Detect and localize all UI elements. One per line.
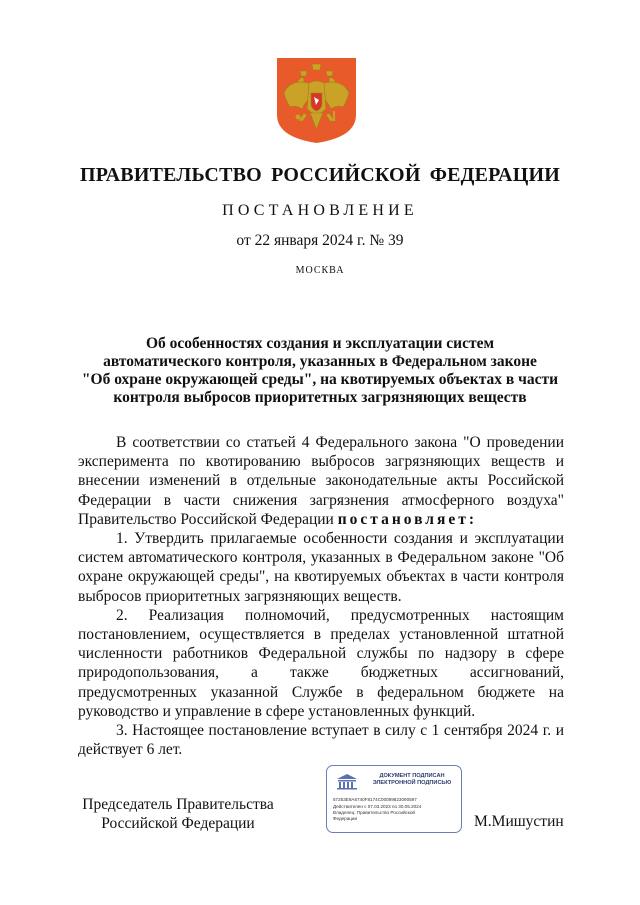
government-title: ПРАВИТЕЛЬСТВО РОССИЙСКОЙ ФЕДЕРАЦИИ (80, 164, 560, 186)
document-type: ПОСТАНОВЛЕНИЕ (222, 202, 418, 219)
signer-position (78, 795, 278, 833)
intro-text: В соответствии со статьей 4 Федерального закона "О проведении эксперимента по квотированию выбросов загрязняющих веществ и внесении изменений в отдельные законодательные акты Российской Федерации в части снижения загрязнения атмосферного воздуха" Правительство Российской Федерации (78, 434, 564, 528)
signer-position-line: Российской Федерации (101, 815, 255, 832)
document-subject (70, 335, 570, 407)
stamp-owner: Владелец: Правительство Российской (333, 810, 415, 815)
decree-word: постановляет: (337, 510, 478, 528)
electronic-signature-stamp (326, 765, 462, 833)
subject-line: контроля выбросов приоритетных загрязняющих веществ (113, 389, 527, 406)
item-paragraph: 3. Настоящее постановление вступает в силу с 1 сентября 2024 г. и действует 6 лет. (78, 722, 564, 759)
stamp-title (363, 773, 461, 787)
subject-line: Об особенностях создания и эксплуатации систем (145, 335, 495, 352)
double-headed-eagle-icon (276, 57, 357, 144)
stamp-title-line: ЭЛЕКТРОННОЙ ПОДПИСЬЮ (372, 780, 452, 786)
subject-line: автоматического контроля, указанных в Федеральном законе (103, 353, 537, 370)
date-and-number: от 22 января 2024 г. № 39 (236, 232, 404, 249)
signer-name: М.Мишустин (474, 813, 564, 830)
signer-position-line: Председатель Правительства (82, 796, 274, 813)
stamp-owner: Федерации (333, 816, 358, 821)
building-icon (335, 772, 359, 790)
stamp-validity: Действителен с 07.03.2023 по 30.05.2024 (333, 804, 422, 809)
item-paragraph: 2. Реализация полномочий, предусмотренных настоящим постановлением, осуществляется в пределах установленной штатной численности работников Федеральной службы по надзору в сфере природопользования, а также бюджетных ассигнований, предусмотренных указанной Службе в федеральном бюджете на руководство и управление в сфере установленных функций. (78, 606, 564, 720)
item-paragraph: 1. Утвердить прилагаемые особенности создания и эксплуатации систем автоматического контроля, указанных в Федеральном законе "Об охране окружающей среды", на квотируемых объектах в части контроля выбросов приоритетных загрязняющих веществ. (78, 530, 564, 605)
city: МОСКВА (295, 265, 345, 276)
coat-of-arms-emblem (276, 57, 357, 144)
stamp-title-line: ДОКУМЕНТ ПОДПИСАН (379, 773, 445, 779)
stamp-serial: 57253E9A6740F8174C00089823090597 (333, 797, 417, 802)
intro-paragraph (78, 433, 564, 529)
document-body (78, 433, 564, 759)
subject-line: "Об охране окружающей среды", на квотируемых объектах в части (81, 371, 559, 388)
